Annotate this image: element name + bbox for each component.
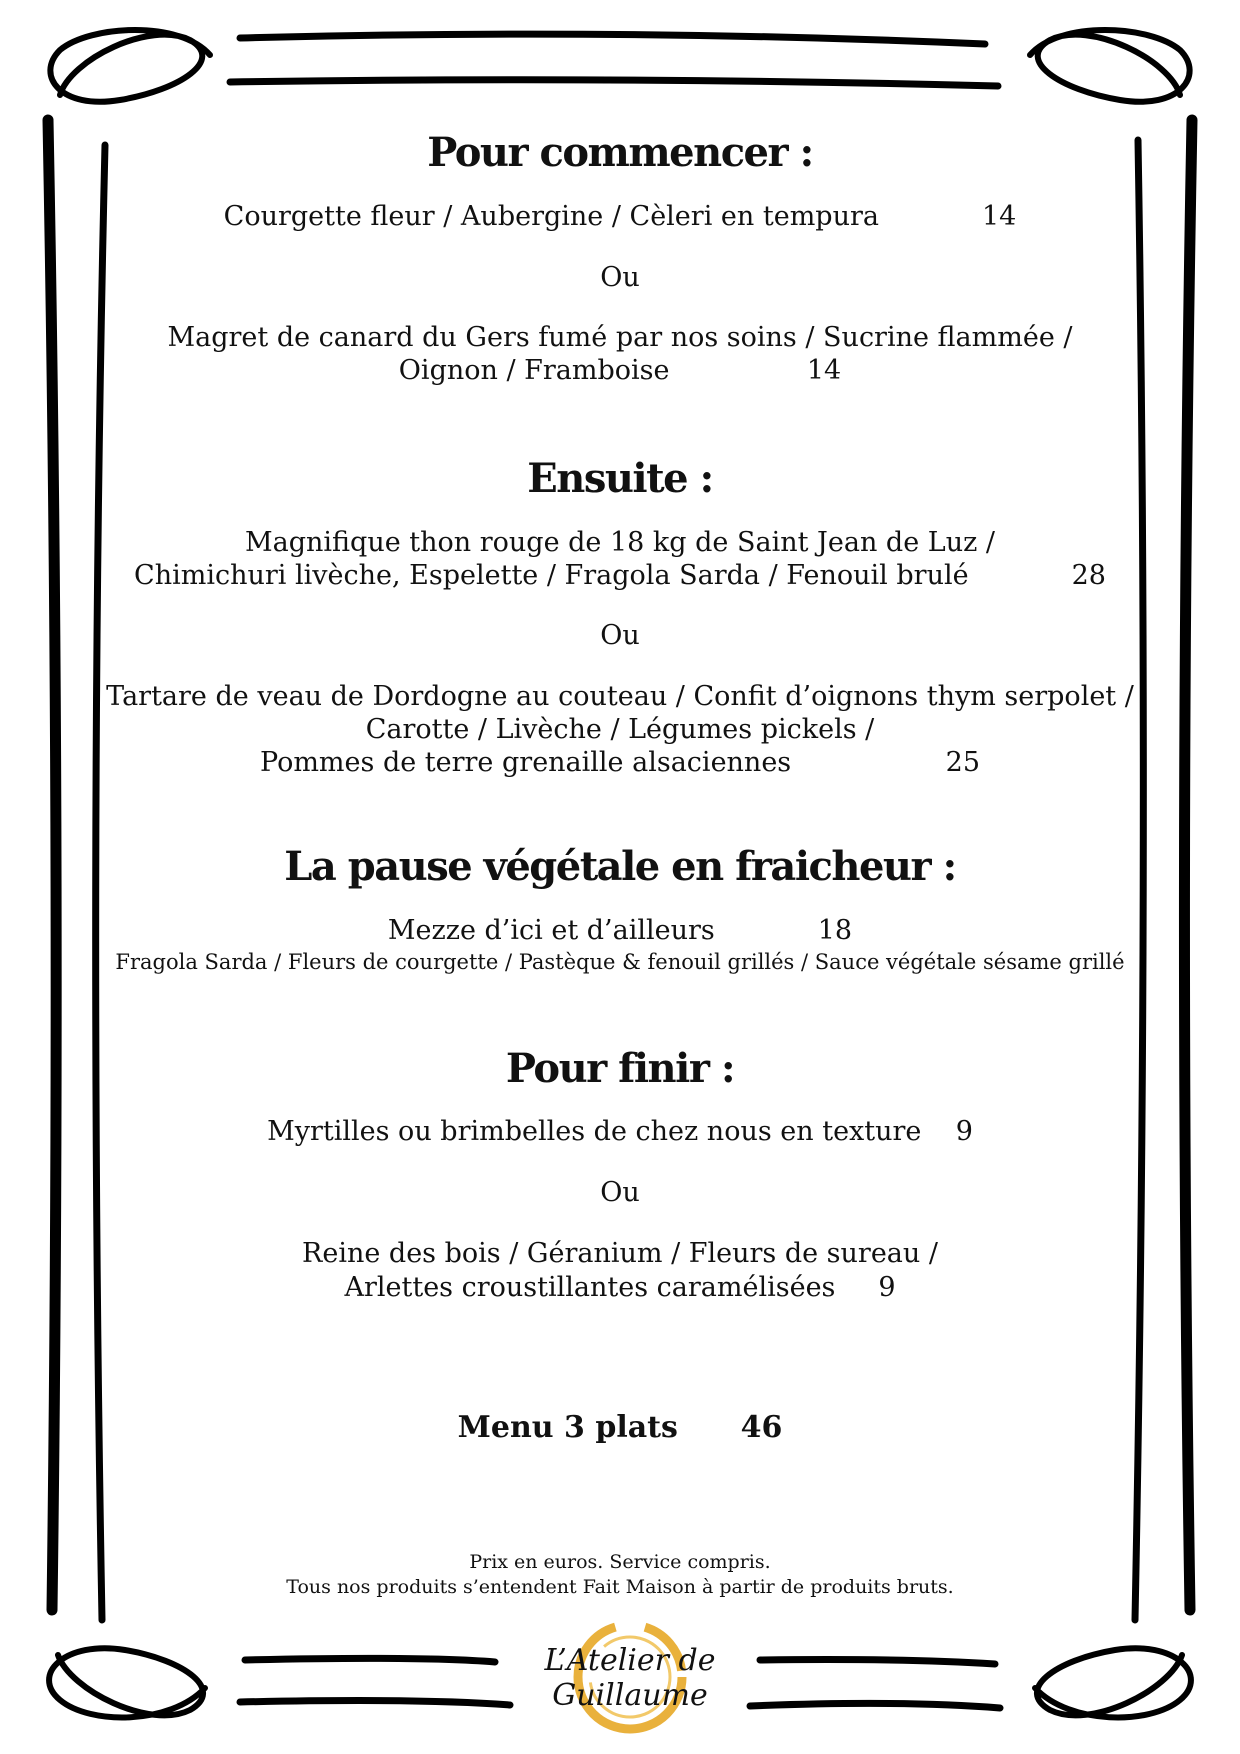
menu-item-starter-2-line1: Magret de canard du Gers fumé par nos soins / Sucrine flammée / [167, 322, 1073, 353]
footer-note-prices: Prix en euros. Service compris. [469, 1551, 771, 1573]
menu-item-dessert-2-line2: Arlettes croustillantes caramélisées 9 [344, 1272, 896, 1303]
menu-item-dessert-1: Myrtilles ou brimbelles de chez nous en texture 9 [267, 1116, 973, 1147]
restaurant-logo [500, 1605, 760, 1745]
or-separator: Ou [600, 620, 640, 651]
menu-item-main-2-line2: Carotte / Livèche / Légumes pickels / [365, 714, 875, 745]
menu-item-main-2-line1: Tartare de veau de Dordogne au couteau / Confit d’oignons thym serpolet / [106, 681, 1134, 712]
menu-item-main-1-line1: Magnifique thon rouge de 18 kg de Saint Jean de Luz / [244, 527, 995, 558]
or-separator: Ou [600, 1177, 640, 1208]
section-heading-vegetal: La pause végétale en fraicheur : [284, 843, 956, 890]
or-separator: Ou [600, 262, 640, 293]
section-heading-mains: Ensuite : [527, 455, 713, 502]
menu-item-vegetal-1: Mezze d’ici et d’ailleurs 18 [387, 915, 853, 946]
menu-item-starter-2-line2: Oignon / Framboise 14 [398, 355, 842, 386]
menu-3-courses-price: Menu 3 plats 46 [457, 1410, 783, 1445]
menu-item-starter-1: Courgette fleur / Aubergine / Cèleri en tempura 14 [223, 201, 1017, 232]
logo-text: L’Atelier de Guillaume [544, 1643, 716, 1713]
menu-item-main-1-line2: Chimichuri livèche, Espelette / Fragola Sarda / Fenouil brulé 28 [134, 560, 1106, 591]
section-heading-starters: Pour commencer : [427, 129, 813, 176]
footer-note-homemade: Tous nos produits s’entendent Fait Maison à partir de produits bruts. [286, 1576, 954, 1598]
section-heading-desserts: Pour finir : [505, 1045, 735, 1092]
menu-item-main-2-line3: Pommes de terre grenaille alsaciennes 25 [260, 747, 980, 778]
menu-item-dessert-2-line1: Reine des bois / Géranium / Fleurs de sureau / [302, 1238, 938, 1269]
menu-item-vegetal-1-detail: Fragola Sarda / Fleurs de courgette / Pastèque & fenouil grillés / Sauce végétale sésame grillé [115, 950, 1125, 974]
